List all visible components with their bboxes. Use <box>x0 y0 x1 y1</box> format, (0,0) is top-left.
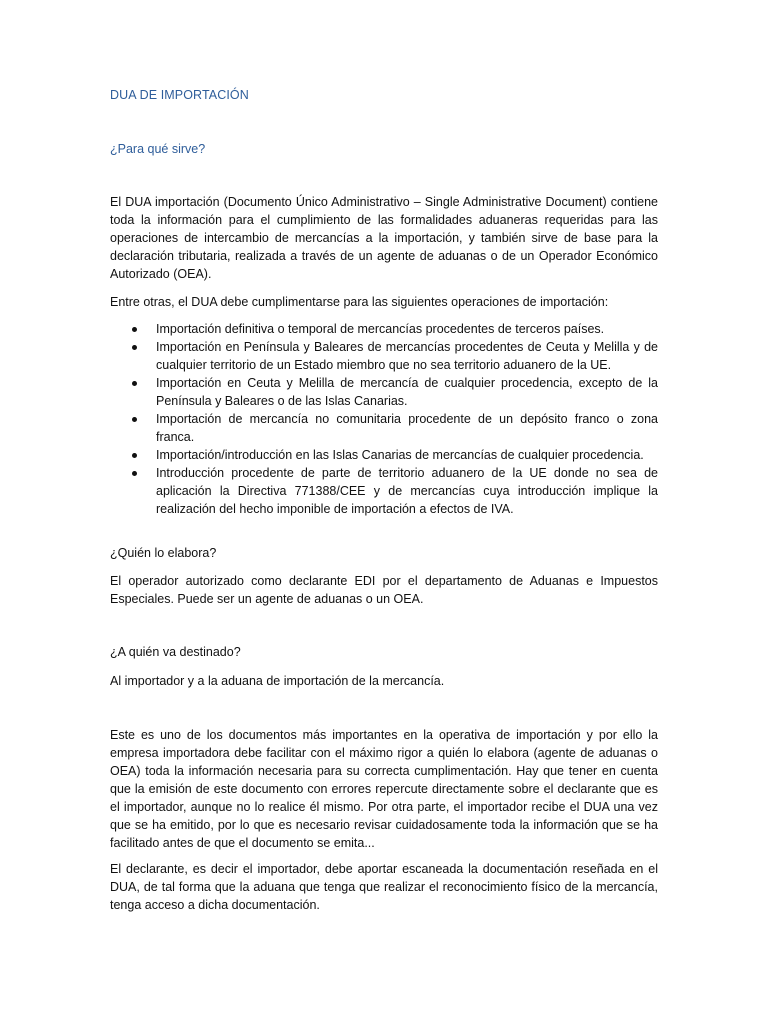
bullet-icon <box>132 381 137 386</box>
section-heading-purpose: ¿Para qué sirve? <box>110 142 206 156</box>
document-title: DUA DE IMPORTACIÓN <box>110 88 249 102</box>
importance-paragraph: Este es uno de los documentos más importantes en la operativa de importación y por ello la empresa importadora debe facilitar con el máximo rigor a quién lo elabora (agente de aduanas o OEA) toda la información necesaria para su correcta cumplimentación. Hay que tener en cuenta que la emisión de este documento con errores repercute directamente sobre el declarante que es el importador, aunque no lo realice él mismo. Por otra parte, el importador recibe el DUA una vez que se ha emitido, por lo que es necesario revisar cuidadosamente toda la información que se ha facilitado antes de que el documento se emita... <box>110 728 658 850</box>
section-heading-who-prepares: ¿Quién lo elabora? <box>110 546 217 560</box>
bullet-icon <box>132 471 137 476</box>
recipient-paragraph: Al importador y a la aduana de importación de la mercancía. <box>110 674 445 688</box>
list-item <box>110 338 658 374</box>
list-item-text: Importación en Ceuta y Melilla de mercancía de cualquier procedencia, excepto de la Península y Baleares o de las Islas Canarias. <box>156 376 658 408</box>
list-item-text: Importación en Península y Baleares de mercancías procedentes de Ceuta y Melilla y de cualquier territorio de un Estado miembro que no sea territorio aduanero de la UE. <box>156 340 658 372</box>
list-item-text: Importación de mercancía no comunitaria procedente de un depósito franco o zona franca. <box>156 412 658 444</box>
bullet-icon <box>132 345 137 350</box>
declarant-paragraph: El declarante, es decir el importador, debe aportar escaneada la documentación reseñada en el DUA, de tal forma que la aduana que tenga que realizar el reconocimiento físico de la mercancía, tenga acceso a dicha documentación. <box>110 862 658 912</box>
list-item-text: Importación/introducción en las Islas Canarias de mercancías de cualquier procedencia. <box>156 448 644 462</box>
list-item <box>110 410 658 446</box>
operations-lead-paragraph: Entre otras, el DUA debe cumplimentarse para las siguientes operaciones de importación: <box>110 295 609 309</box>
bullet-icon <box>132 327 137 332</box>
list-item <box>110 446 658 464</box>
list-item-text: Importación definitiva o temporal de mercancías procedentes de terceros países. <box>156 322 605 336</box>
section-heading-recipient: ¿A quién va destinado? <box>110 645 241 659</box>
bullet-icon <box>132 417 137 422</box>
intro-paragraph: El DUA importación (Documento Único Administrativo – Single Administrative Document) contiene toda la información para el cumplimiento de las formalidades aduaneras requeridas para las operaciones de intercambio de mercancías a la importación, y también sirve de base para la declaración tributaria, realizada a través de un agente de aduanas o de un Operador Económico Autorizado (OEA). <box>110 195 658 281</box>
list-item <box>110 464 658 518</box>
list-item <box>110 320 658 338</box>
who-prepares-paragraph: El operador autorizado como declarante EDI por el departamento de Aduanas e Impuestos Especiales. Puede ser un agente de aduanas o un OEA. <box>110 574 658 606</box>
list-item-text: Introducción procedente de parte de territorio aduanero de la UE donde no sea de aplicación la Directiva 771388/CEE y de mercancías cuya introducción implique la realización del hecho imponible de importación a efectos de IVA. <box>156 466 658 516</box>
operations-list <box>110 320 658 518</box>
bullet-icon <box>132 453 137 458</box>
list-item <box>110 374 658 410</box>
